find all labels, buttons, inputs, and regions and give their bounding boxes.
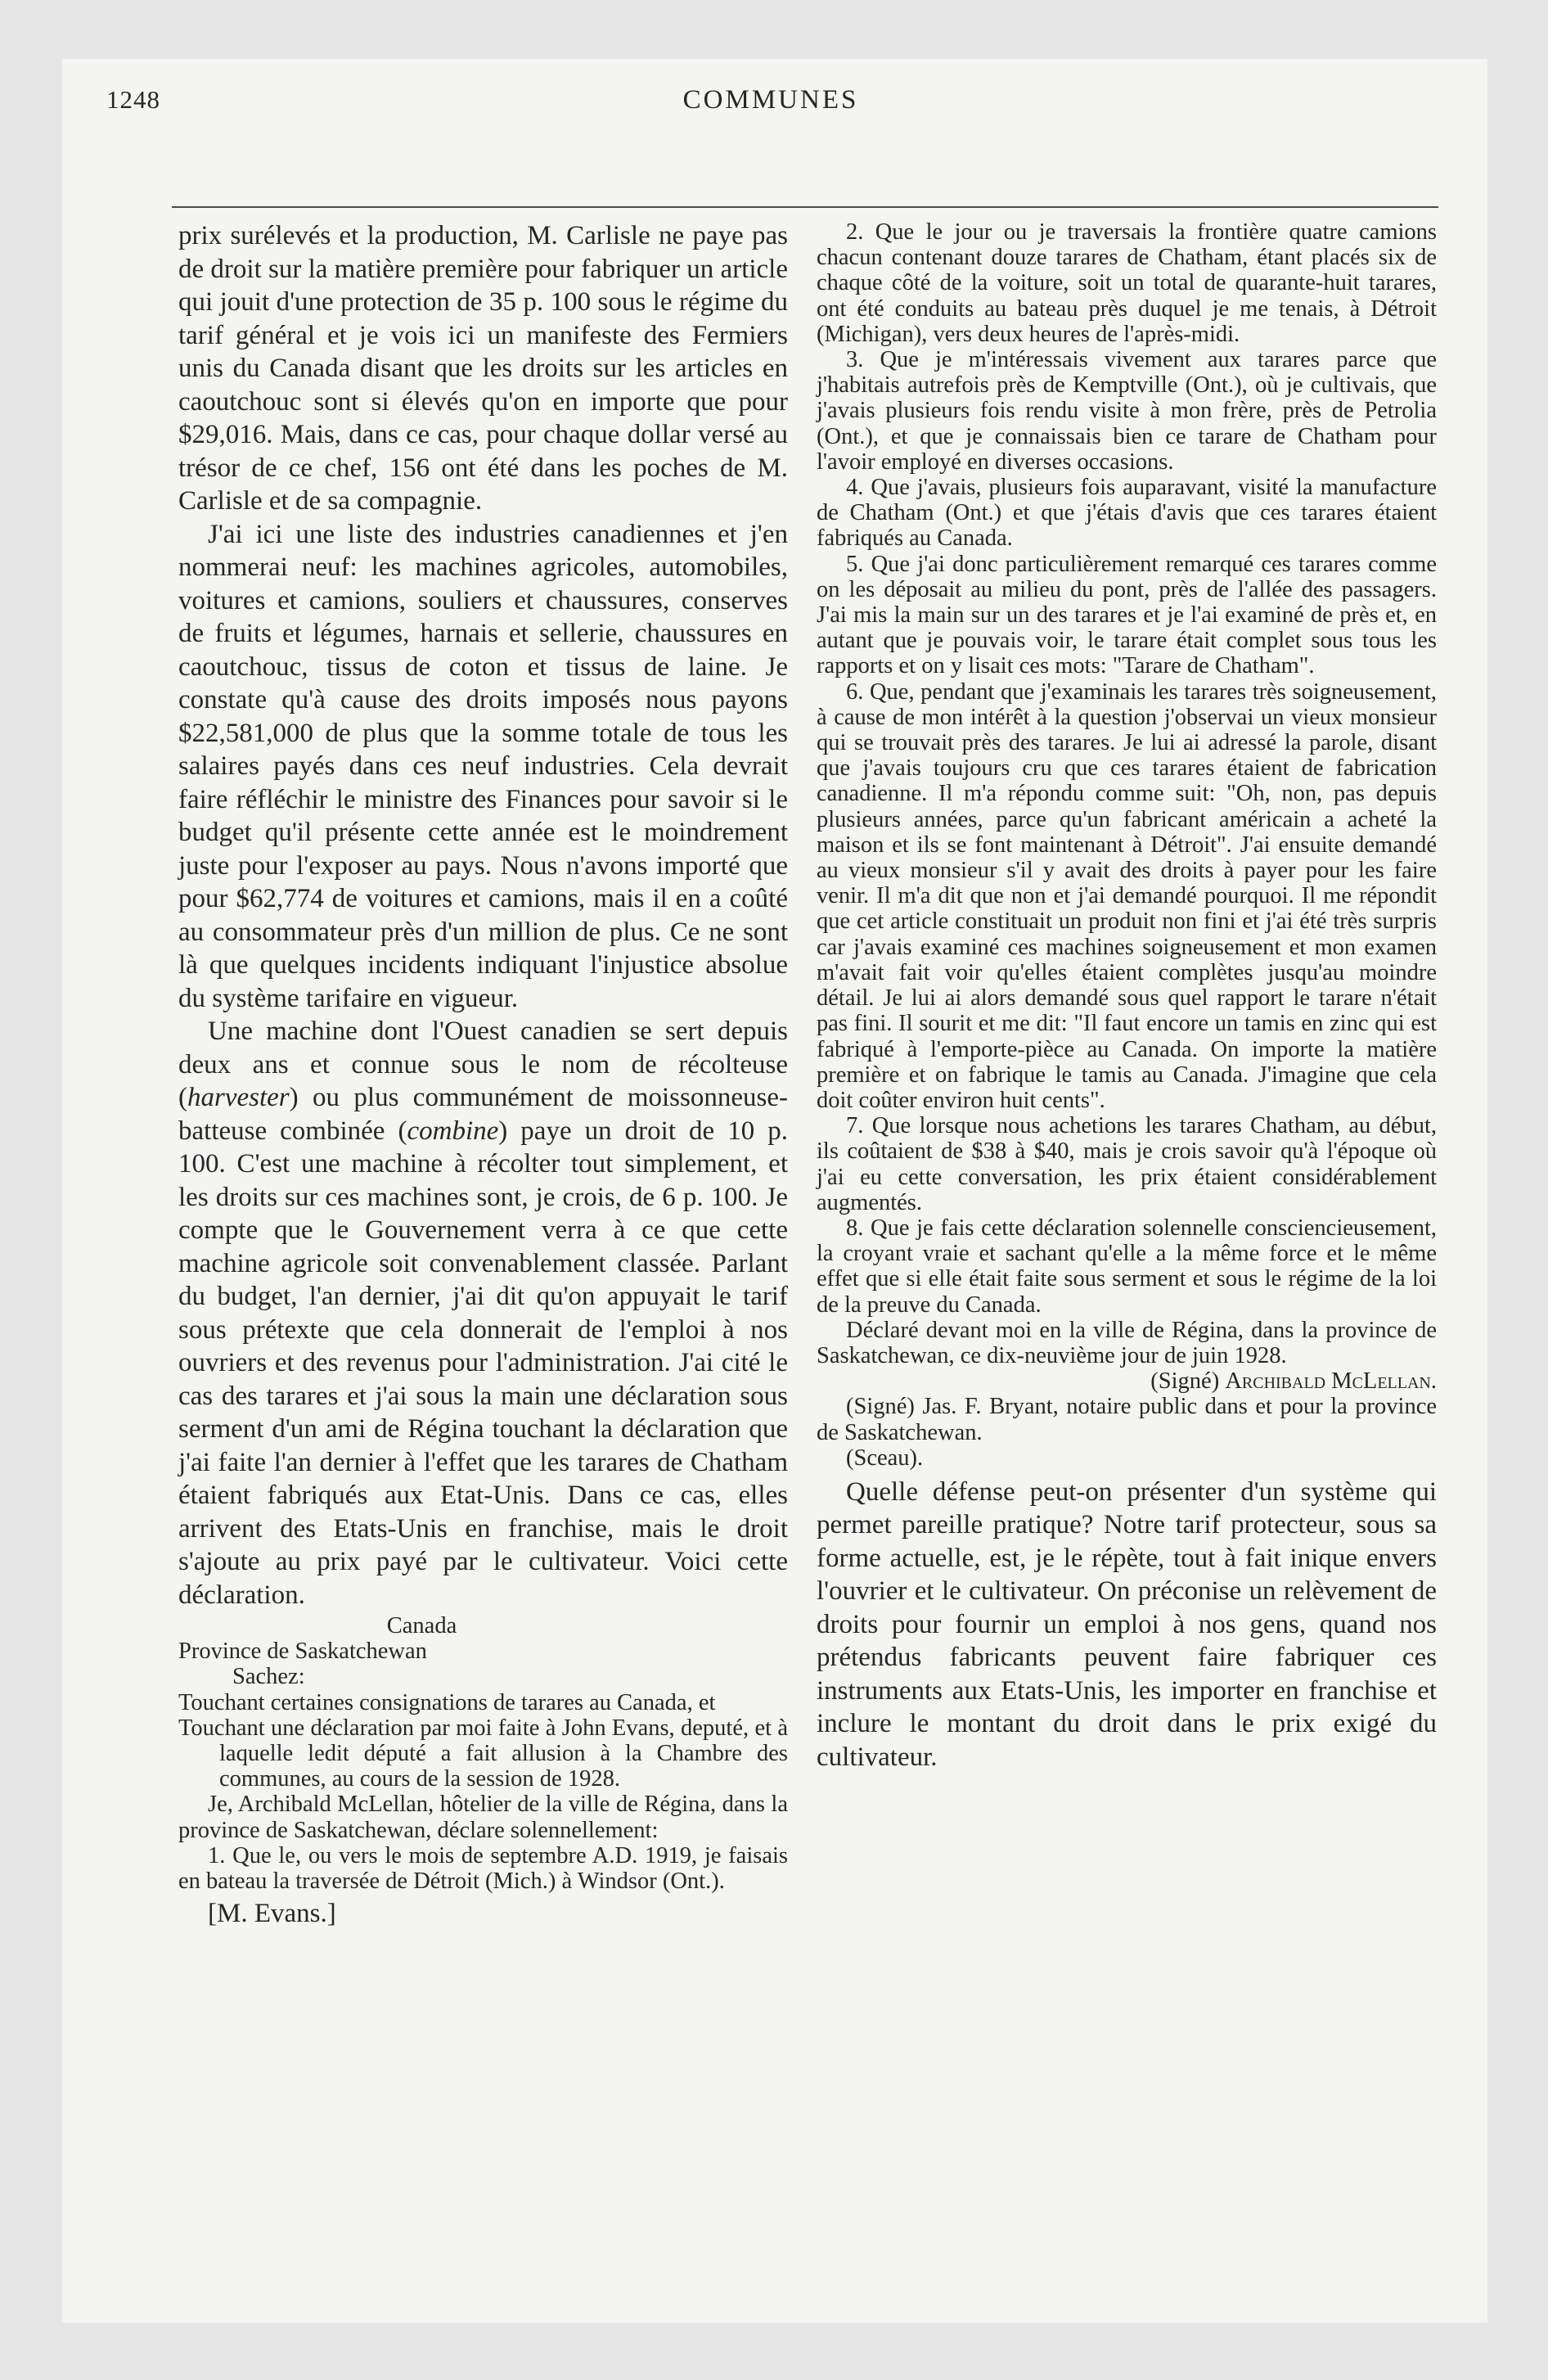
- declaration-intro: Je, Archibald McLellan, hôtelier de la ville de Régina, dans la province de Saskatchewan, déclare solennellement:: [178, 1792, 788, 1843]
- declaration-item: 7. Que lorsque nous achetions les tarares Chatham, au début, ils coûtaient de $38 à $40, mais je crois savoir qu'à l'époque où j'ai eu cette conversation, les prix étaient considérablement augmentés.: [817, 1113, 1437, 1215]
- text-run: Une machine dont l'Ouest canadien se sert depuis deux ans et connue sous le nom de récolteuse (: [178, 1016, 788, 1112]
- declaration-item: 2. Que le jour ou je traversais la frontière quatre camions chacun contenant douze tarares de Chatham, étant placés six de chaque côté de la voiture, soit un total de quarante-huit tarares, ont été conduits au bateau près duquel je me tenais, à Détroit (Michigan), vers deux heures de l'après-midi.: [817, 219, 1437, 347]
- declaration-sachez: Sachez:: [232, 1664, 305, 1690]
- left-column: [178, 219, 788, 1931]
- declaration-item: 6. Que, pendant que j'examinais les tarares très soigneusement, à cause de mon intérêt à la question j'observai un vieux monsieur qui se trouvait près des tarares. Je lui ai adressé la parole, disant que j'avais toujours cru que ces tarares étaient de fabrication canadienne. Il m'a répondu comme suit: "Oh, non, pas depuis plusieurs années, parce qu'un fabricant américain a acheté la maison et ils se font maintenant à Détroit". J'ai ensuite demandé au vieux monsieur s'il y avait des droits à payer pour les faire venir. Il m'a dit que non et j'ai demandé pourquoi. Il me répondit que cet article constituait un produit non fini et j'ai été très surpris car j'avais examiné ces machines soigneusement et mon examen m'avait fait voir qu'elles étaient complètes jusqu'au moindre détail. Je lui ai alors demandé sous quel rapport le tarare n'était pas fini. Il sourit et me dit: "Il faut encore un tamis en zinc qui est fabriqué à l'emporte-pièce au Canada. On importe la matière première et on fabrique le tamis au Canada. J'imagine que cela doit coûter environ huit cents".: [817, 678, 1437, 1113]
- right-column: [817, 219, 1437, 1774]
- declaration-heading: [178, 1613, 788, 1894]
- paragraph-harvester: [178, 1015, 788, 1611]
- signature-name: Archibald McLellan.: [1225, 1368, 1437, 1395]
- declaration-touchant: Touchant une déclaration par moi faite à John Evans, deputé, et à laquelle ledit député a fait allusion à la Chambre des communes, au cours de la session de 1928.: [178, 1715, 788, 1792]
- declaration-item: 4. Que j'avais, plusieurs fois auparavant, visité la manufacture de Chatham (Ont.) et que j'étais d'avis que ces tarares étaient fabriqués au Canada.: [817, 475, 1437, 552]
- text-run: ) ou plus communément de moissonneuse-batteuse combinée (: [178, 1083, 788, 1146]
- declaration-item: 8. Que je fais cette déclaration solennelle consciencieusement, la croyant vraie et sachant qu'elle a la même force et le même effet que si elle était faite sous serment et sous le régime de la loi de la preuve du Canada.: [817, 1215, 1437, 1318]
- declaration-item: 1. Que le, ou vers le mois de septembre A.D. 1919, je faisais en bateau la traversée de Détroit (Mich.) à Windsor (Ont.).: [178, 1842, 788, 1895]
- speaker-tag: [M. Evans.]: [208, 1899, 336, 1929]
- declaration-country: Canada: [386, 1613, 457, 1639]
- declaration-touchant: Touchant certaines consignations de tarares au Canada, et: [178, 1689, 716, 1715]
- header-rule: [172, 206, 1438, 208]
- seal-line: (Sceau).: [846, 1445, 924, 1471]
- running-head: COMMUNES: [682, 85, 859, 115]
- signature-line: [817, 1368, 1437, 1394]
- italic-term: combine: [407, 1116, 499, 1146]
- paragraph: J'ai ici une liste des industries canadiennes et j'en nommerai neuf: les machines agricoles, automobiles, voitures et camions, souliers et chaussures, conserves de fruits et légumes, harnais et sellerie, chaussures en caoutchouc, tissus de coton et tissus de laine. Je constate qu'à cause des droits imposés nous payons $22,581,000 de plus que la somme totale de tous les salaires payés dans ces neuf industries. Cela devrait faire réfléchir le ministre des Finances pour savoir si le budget qu'il présente cette année est le moindrement juste pour l'exposer au pays. Nous n'avons importé que pour $62,774 de voitures et camions, mais il en a coûté au consommateur près d'un million de plus. Ce ne sont là que quelques incidents indiquant l'injustice absolue du système tarifaire en vigueur.: [178, 519, 788, 1013]
- declaration-item: 5. Que j'ai donc particulièrement remarqué ces tarares comme on les déposait au milieu du pont, près de l'allée des passagers. J'ai mis la main sur un des tarares et je l'ai examiné de près et, en autant que je pouvais voir, le tarare était complet sous tous les rapports et on y lisait ces mots: "Tarare de Chatham".: [817, 551, 1437, 679]
- declaration-attestation: Déclaré devant moi en la ville de Régina, dans la province de Saskatchewan, ce dix-neuvième jour de juin 1928.: [817, 1317, 1437, 1368]
- paragraph: prix surélevés et la production, M. Carlisle ne paye pas de droit sur la matière première pour fabriquer un article qui jouit d'une protection de 35 p. 100 sous le régime du tarif général et je vois ici un manifeste des Fermiers unis du Canada disant que les droits sur les articles en caoutchouc sont si élevés qu'on en importe que pour $29,016. Mais, dans ce cas, pour chaque dollar versé au trésor de ce chef, 156 ont été dans les poches de M. Carlisle et de sa compagnie.: [178, 221, 788, 516]
- italic-term: harvester: [187, 1083, 290, 1112]
- text-run: ) paye un droit de 10 p. 100. C'est une machine à récolter tout simplement, et les droits sur ces machines sont, je crois, de 6 p. 100. Je compte que le Gouvernement verra à ce que cette machine agricole soit convenablement classée. Parlant du budget, l'an dernier, j'ai dit qu'on appuyait le tarif sous prétexte que cela donnerait de l'emploi à nos ouvriers et des revenus pour l'administration. J'ai cité le cas des tarares et j'ai sous la main une déclaration sous serment d'un ami de Régina touchant la déclaration que j'ai faite l'an dernier à l'effet que les tarares de Chatham étaient fabriqués aux Etat-Unis. Dans ce cas, elles arrivent des Etats-Unis en franchise, mais le droit s'ajoute au prix payé par le cultivateur. Voici cette déclaration.: [178, 1116, 788, 1610]
- declaration-item: 3. Que je m'intéressais vivement aux tarares parce que j'habitais autrefois près de Kemptville (Ont.), où je cultivais, que j'avais plusieurs fois rendu visite à mon frère, près de Petrolia (Ont.), et que je connaissais bien ce tarare de Chatham pour l'avoir employé en diverses occasions.: [817, 347, 1437, 475]
- paragraph: Quelle défense peut-on présenter d'un système qui permet pareille pratique? Notre tarif protecteur, sous sa forme actuelle, est, je le répète, tout à fait inique envers l'ouvrier et le cultivateur. On préconise un relèvement de droits pour fournir un emploi à nos gens, quand nos prétendus fabricants peuvent faire fabriquer ces instruments aux Etats-Unis, les importer en franchise et inclure le montant du droit dans le prix exigé du cultivateur.: [817, 1476, 1437, 1772]
- signature-prefix: (Signé): [1150, 1368, 1220, 1395]
- page-header: [106, 85, 1435, 128]
- declaration-province: Province de Saskatchewan: [178, 1639, 427, 1665]
- notary-line: (Signé) Jas. F. Bryant, notaire public dans et pour la province de Saskatchewan.: [817, 1394, 1437, 1445]
- page-number: 1248: [106, 85, 160, 114]
